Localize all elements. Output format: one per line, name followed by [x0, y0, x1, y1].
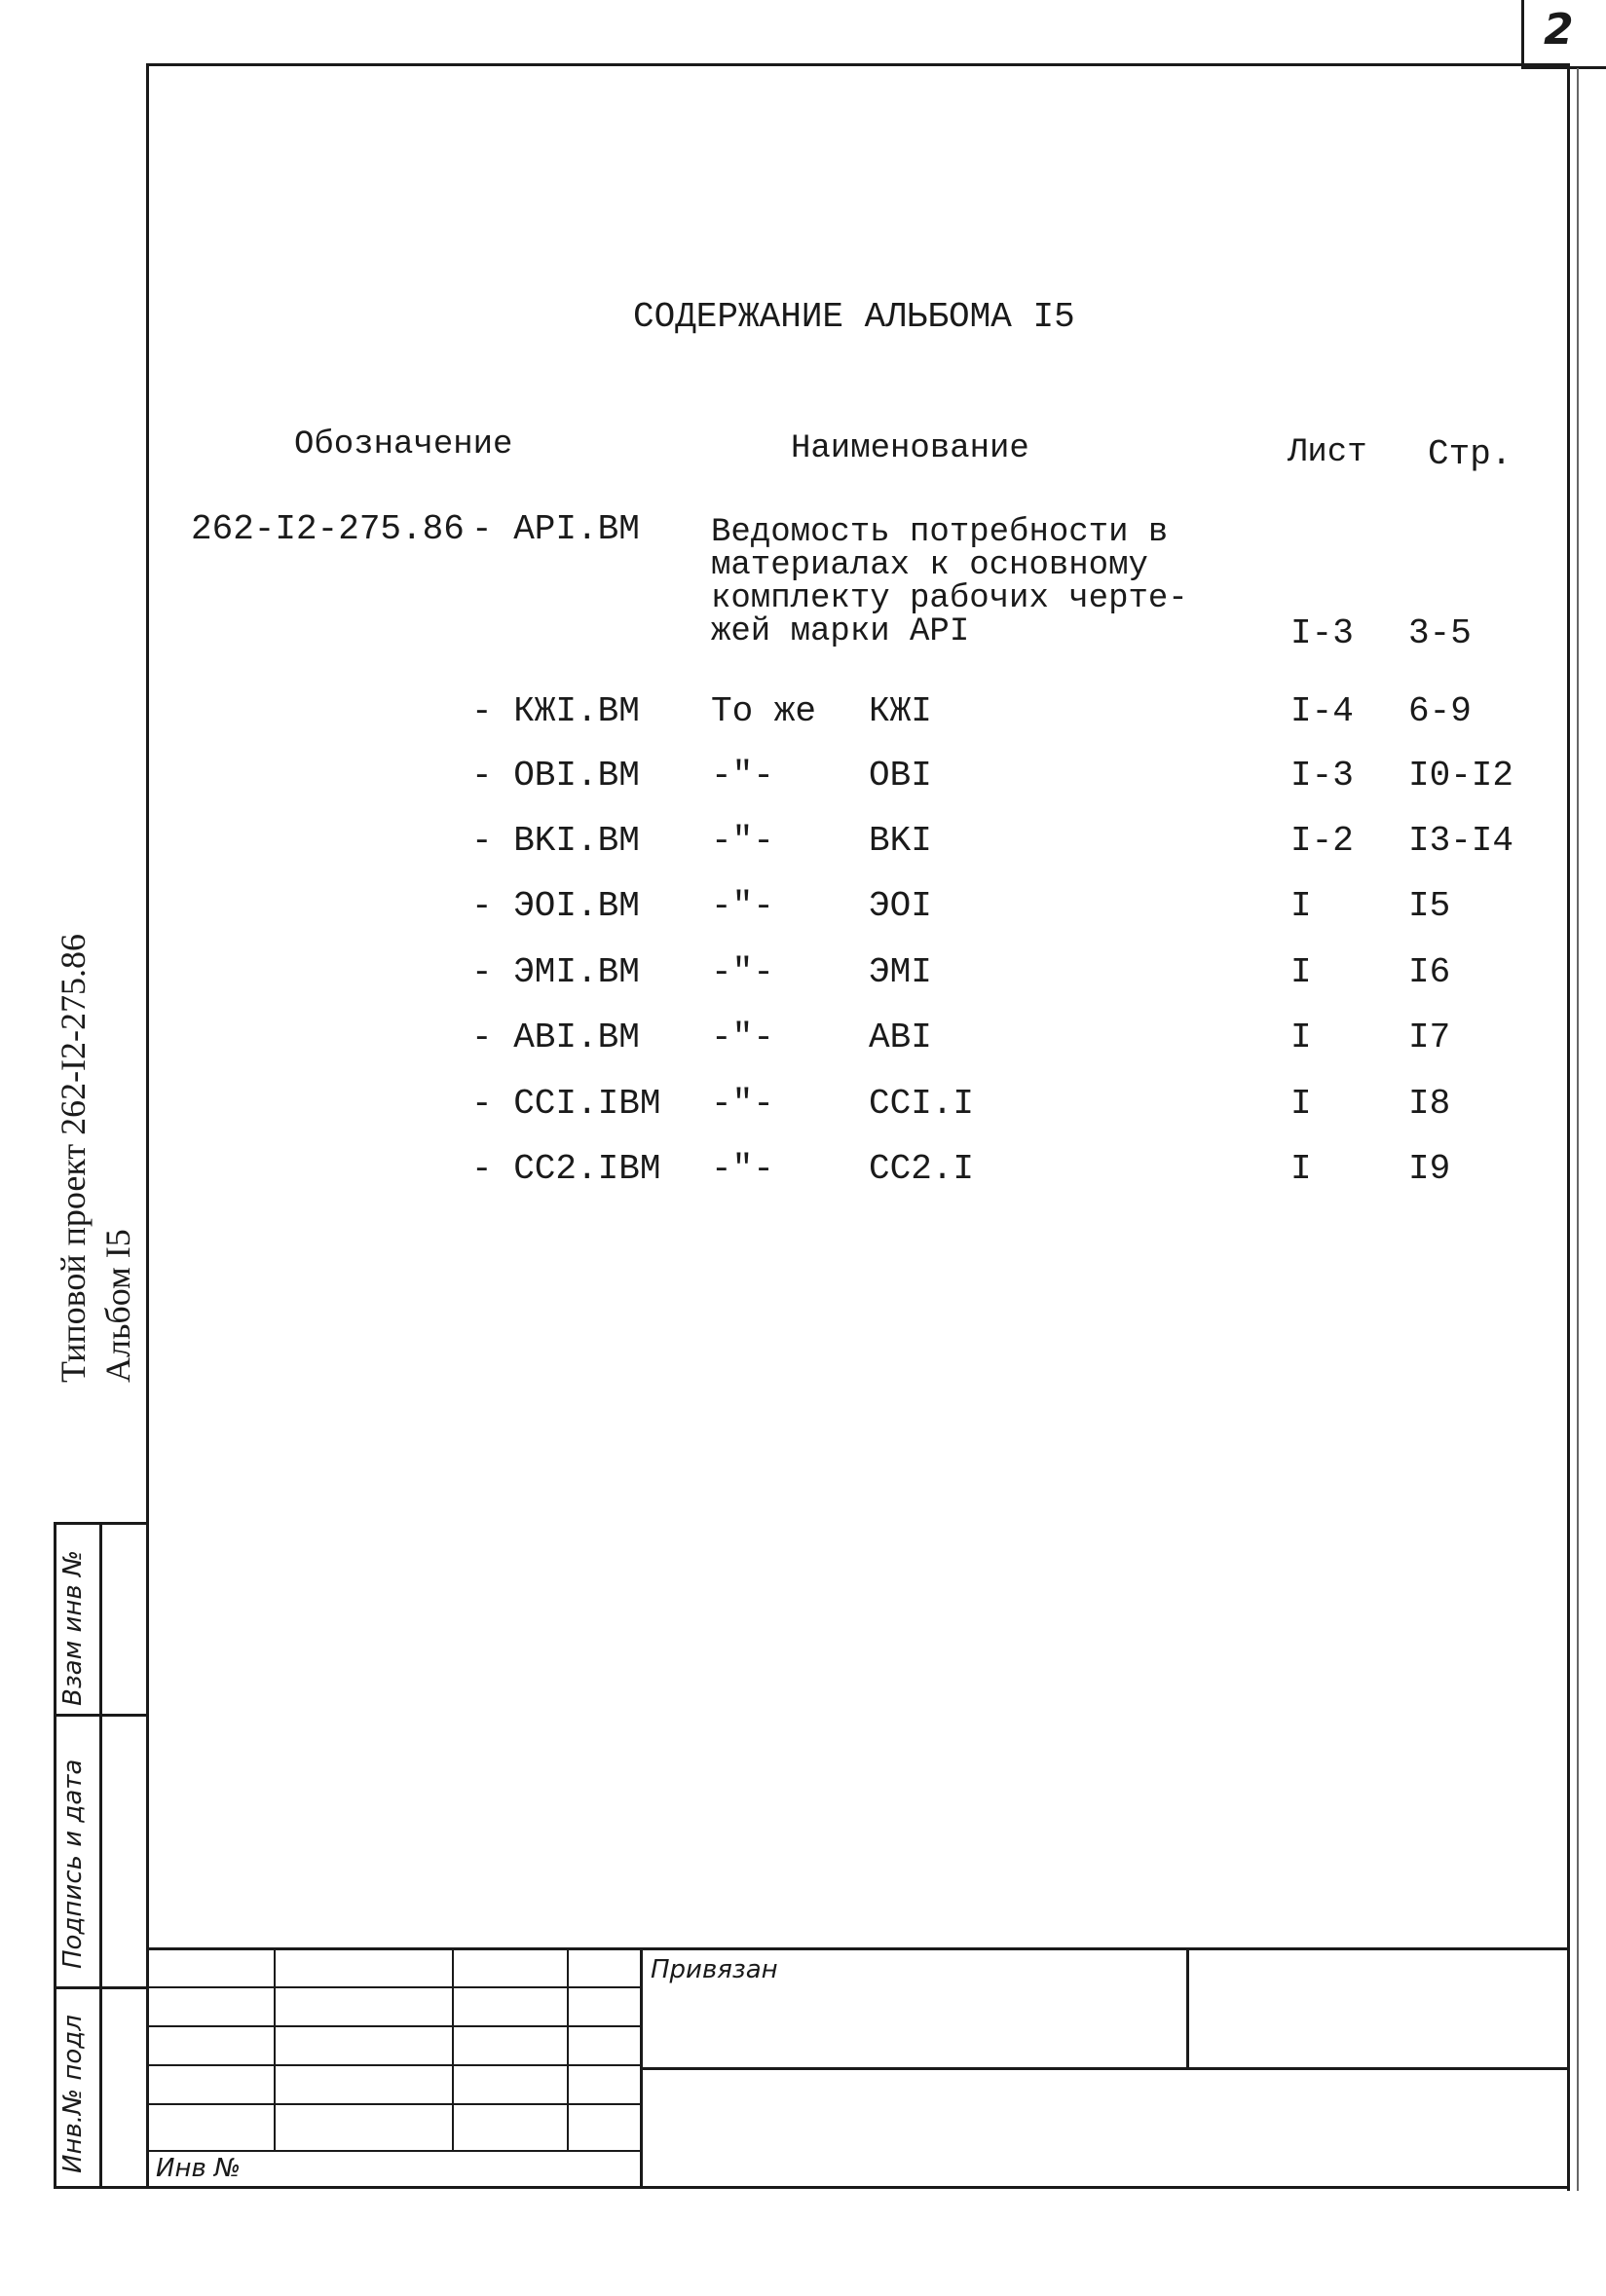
table-row	[0, 1018, 1606, 1066]
row-ditto: -"-	[711, 952, 774, 992]
row-sheet: I-2	[1290, 821, 1354, 861]
row-mark: ЭOI	[869, 886, 932, 926]
row-page: I5	[1408, 886, 1451, 926]
row-code: - ЭMI.BM	[471, 952, 640, 992]
table-row	[0, 952, 1606, 1001]
stamp-label-inv-no: Инв №	[156, 2154, 242, 2183]
grid-row1	[146, 1986, 641, 1988]
stamp-label-inv-podl: Инв.№ подл	[58, 2015, 88, 2173]
row-mark: OBI	[869, 756, 932, 796]
row-code: - BKI.BM	[471, 821, 640, 861]
row-mark: CC2.I	[869, 1149, 975, 1189]
header-sheet: Лист	[1288, 434, 1367, 471]
row-mark: КЖI	[869, 691, 932, 731]
row-ditto: -"-	[711, 1018, 774, 1057]
row1-sheet: I-3	[1290, 613, 1354, 653]
row-mark: ABI	[869, 1018, 932, 1057]
row-page: I7	[1408, 1018, 1451, 1057]
row-sheet: I	[1290, 886, 1312, 926]
row-code: - ЭOI.BM	[471, 886, 640, 926]
titleblock-vert-main	[640, 1947, 643, 2189]
page-number: 2	[1544, 5, 1574, 55]
row-ditto: -"-	[711, 1149, 774, 1189]
page-title: СОДЕРЖАНИЕ АЛЬБОМА I5	[633, 297, 1075, 337]
row1-name-line: жей марки API	[711, 613, 970, 650]
titleblock-top	[146, 1947, 1570, 1950]
row-code: - CCI.IBM	[471, 1084, 661, 1124]
table-row	[0, 821, 1606, 870]
stamp-left-mid	[99, 1522, 102, 2189]
row-code: - CC2.IBM	[471, 1149, 661, 1189]
row1-name-line: комплекту рабочих черте-	[711, 580, 1188, 617]
header-page: Стр.	[1428, 434, 1513, 474]
grid-col1	[274, 1947, 276, 2152]
side-label-project: Типовой проект 262-I2-275.86	[54, 933, 93, 1383]
table-row	[0, 756, 1606, 804]
frame-bottom	[54, 2186, 1570, 2189]
row-mark: CCI.I	[869, 1084, 975, 1124]
row-sheet: I-3	[1290, 756, 1354, 796]
stamp-label-vzam-inv: Взам инв №	[58, 1550, 88, 1706]
row1-designation-code: - API.BM	[471, 509, 640, 549]
table-row	[0, 886, 1606, 935]
row-sheet: I-4	[1290, 691, 1354, 731]
grid-row4	[146, 2103, 641, 2105]
stamp-label-privyazan: Привязан	[651, 1955, 778, 1984]
titleblock-vert-right	[1186, 1947, 1189, 2067]
row-code: - КЖI.BM	[471, 691, 640, 731]
row-ditto: -"-	[711, 821, 774, 861]
page-number-box-bottom	[1521, 66, 1606, 69]
grid-row5	[146, 2150, 641, 2152]
row-page: 6-9	[1408, 691, 1472, 731]
page-number-box-left	[1521, 0, 1524, 68]
row-sheet: I	[1290, 952, 1312, 992]
row-page: I8	[1408, 1084, 1451, 1124]
grid-row3	[146, 2064, 641, 2066]
grid-row2	[146, 2025, 641, 2027]
grid-col3	[567, 1947, 569, 2152]
row-sheet: I	[1290, 1018, 1312, 1057]
stamp-left-top	[54, 1522, 149, 1525]
stamp-left-outer	[54, 1522, 56, 2189]
row-ditto: -"-	[711, 756, 774, 796]
row1-page: 3-5	[1408, 613, 1472, 653]
row-page: I9	[1408, 1149, 1451, 1189]
row-code: - OBI.BM	[471, 756, 640, 796]
row-page: I3-I4	[1408, 821, 1514, 861]
row-ditto: -"-	[711, 886, 774, 926]
side-label-album: Альбом I5	[98, 1229, 137, 1383]
table-row	[0, 1084, 1606, 1132]
row1-name	[711, 516, 1188, 648]
row-ditto: То же	[711, 691, 817, 731]
stamp-left-div1	[54, 1714, 149, 1717]
row-page: I0-I2	[1408, 756, 1514, 796]
row-mark: ЭMI	[869, 952, 932, 992]
frame-top	[146, 63, 1570, 66]
row1-name-line: Ведомость потребности в	[711, 514, 1169, 551]
row-sheet: I	[1290, 1149, 1312, 1189]
grid-col2	[452, 1947, 454, 2152]
row1-designation-prefix: 262-I2-275.86	[191, 509, 465, 549]
row-code: - ABI.BM	[471, 1018, 640, 1057]
header-designation: Обозначение	[294, 426, 513, 463]
header-name: Наименование	[791, 430, 1029, 467]
stamp-left-div2	[54, 1986, 149, 1989]
table-row	[0, 691, 1606, 740]
row-ditto: -"-	[711, 1084, 774, 1124]
row1-name-line: материалах к основному	[711, 547, 1148, 584]
row-page: I6	[1408, 952, 1451, 992]
row-mark: BKI	[869, 821, 932, 861]
table-row	[0, 1149, 1606, 1198]
titleblock-mid	[640, 2067, 1570, 2070]
row-sheet: I	[1290, 1084, 1312, 1124]
stamp-label-podpis-data: Подпись и дата	[58, 1759, 88, 1969]
